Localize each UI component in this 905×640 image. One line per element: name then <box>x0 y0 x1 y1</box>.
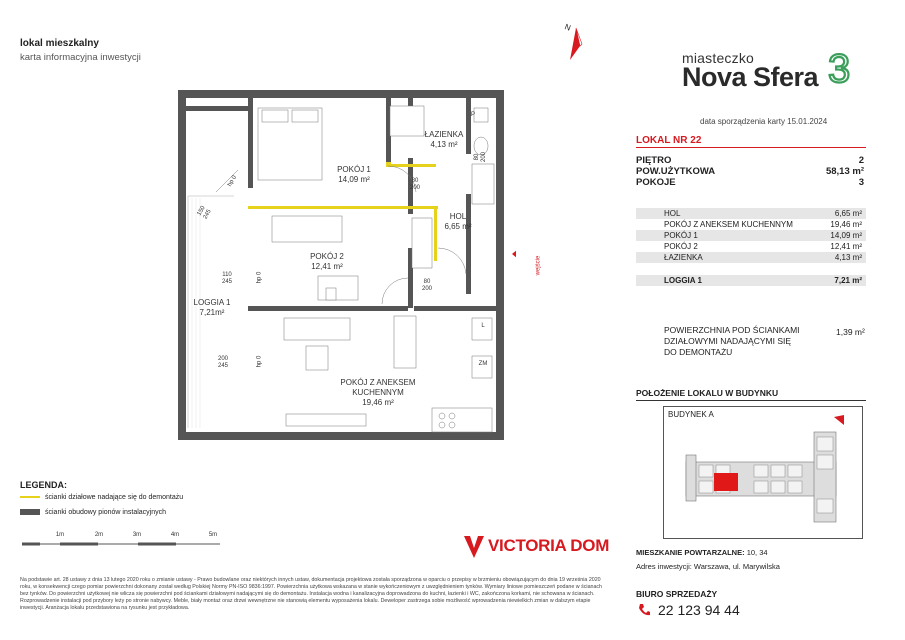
document-title: lokal mieszkalny <box>20 38 99 49</box>
developer-name: VICTORIA DOM <box>488 536 610 555</box>
footer-disclaimer: Na podstawie art. 28 ustawy z dnia 13 lutego 2020 roku o zmianie ustawy - Prawo budowlane oraz niektórych innych ustaw, dokumentacja projektowa została sporządzona w oparciu o przepisy w brzmieniu obowiązującym do dnia 19 września 2020 roku, w konsekwencji czego pomiar powierzchni dokonany został według Polskiej Normy PN-ISO 9836:1997. Powierzchnia użytkowa wskazana w stanie wykończeniowym z uwzględnieniem tynków. Wymiary liniowe pomieszczeń podane w ścianach bez tynków. Do powierzchni użytkowej nie wlicza się powierzchni pod ściankami działowymi nadającymi się do demontażu. Instalacja wodna i kanalizacyjna doprowadzona do kuchni, łazienki i WC, zakończona korkami, nie schowana w ścianach. Rozprowadzenie instalacji pod przybory leży po stronie nabywcy. Meble, biały montaż oraz drzwi wewnętrzne nie stanowią elementu wyposażenia lokalu. Deweloper zastrzega sobie możliwość wprowadzenia niewielkich zmian w dalszym etapie inwestycji. Aranżacja lokalu przedstawiona na rysunku jest przykładowa. <box>20 577 602 611</box>
removable-walls-value: 1,39 m² <box>836 327 865 337</box>
scale-2m: 2m <box>94 532 104 538</box>
wall <box>178 90 186 440</box>
north-arrow-icon <box>556 18 586 62</box>
logo-big-text: Nova Sfera <box>682 62 819 92</box>
lokal-number: LOKAL NR 22 <box>636 135 702 146</box>
svg-text:3: 3 <box>828 47 851 88</box>
room-label-pokoj2: POKÓJ 2 12,41 m² <box>310 252 344 271</box>
fixture-zm: ZM <box>478 361 488 367</box>
table-row: POKÓJ 1 14,09 m² <box>636 230 866 241</box>
wall <box>178 432 504 440</box>
window-dim: 200 245 <box>217 356 228 369</box>
fixture-l: L <box>481 323 485 329</box>
wall <box>178 90 504 98</box>
scale-3m: 3m <box>132 532 142 538</box>
loggia-row: LOGGIA 1 7,21 m² <box>636 275 866 286</box>
table-row: ŁAZIENKA 4,13 m² <box>636 252 866 263</box>
scale-1m: 1m <box>55 532 65 538</box>
building-label: BUDYNEK A <box>668 410 714 419</box>
door-dim: 80 200 <box>409 178 420 191</box>
divider <box>636 400 866 401</box>
wall <box>496 90 504 440</box>
north-mini-icon <box>834 415 844 425</box>
scale-4m: 4m <box>170 532 180 538</box>
window-dim: 150 245 <box>196 205 213 221</box>
north-label: N <box>563 22 572 33</box>
legend-swatch-installation <box>20 509 40 515</box>
scale-5m: 5m <box>208 532 218 538</box>
location-title: POŁOŻENIE LOKALU W BUDYNKU <box>636 388 779 398</box>
apartment-highlight <box>714 473 738 491</box>
room-label-pokoj1: POKÓJ 1 14,09 m² <box>337 165 371 184</box>
table-row: POKÓJ 2 12,41 m² <box>664 242 862 251</box>
legend-title: LEGENDA: <box>20 480 67 490</box>
window-dim: 110 245 <box>221 272 232 285</box>
room-label-loggia: LOGGIA 1 7,21m² <box>193 298 231 317</box>
door-dim: 80 200 <box>421 279 432 292</box>
phone-number[interactable]: 22 123 94 44 <box>658 602 740 618</box>
summary-rooms: POKOJE 3 <box>636 177 864 188</box>
phone-icon <box>637 603 651 617</box>
legend-swatch-removable <box>20 496 40 498</box>
entrance-arrow-icon <box>512 246 516 262</box>
card-date: data sporządzenia karty 15.01.2024 <box>700 117 828 126</box>
room-label-lazienka: ŁAZIENKA 4,13 m² <box>424 130 464 149</box>
summary-floor: PIĘTRO 2 <box>636 155 864 166</box>
entrance-label: wejście <box>535 255 542 276</box>
victoria-dom-logo-icon <box>462 534 486 560</box>
room-label-kuchnia: POKÓJ Z ANEKSEM KUCHENNYM 19,46 m² <box>340 378 416 407</box>
building-plan-drawing <box>664 407 862 538</box>
summary-area: POW.UŻYTKOWA 58,13 m² <box>636 166 864 177</box>
logo-small-text: miasteczko <box>682 50 755 66</box>
sales-office-title: BIURO SPRZEDAŻY <box>636 589 718 599</box>
room-label-hol: HOL 6,65 m² <box>444 212 472 231</box>
divider <box>636 147 866 148</box>
hp-label: hp 0 <box>256 355 263 368</box>
investment-address: Adres inwestycji: Warszawa, ul. Marywilska <box>636 562 780 571</box>
fixture-p: P <box>470 112 475 118</box>
legend-item-removable: ścianki działowe nadające się do demontażu <box>45 494 184 501</box>
table-row: POKÓJ Z ANEKSEM KUCHENNYM 19,46 m² <box>664 220 862 229</box>
document-subtitle: karta informacyjna inwestycji <box>20 52 141 63</box>
similar-apartments: MIESZKANIE POWTARZALNE: 10, 34 <box>636 548 768 557</box>
logo-mark-icon <box>826 46 856 88</box>
table-row: HOL 6,65 m² <box>636 208 866 219</box>
hp-label: hp 0 <box>256 271 263 284</box>
removable-walls-label: POWIERZCHNIA POD ŚCIANKAMI DZIAŁOWYMI NADAJĄCYMI SIĘ DO DEMONTAŻU <box>664 325 800 357</box>
door-dim: 80 200 <box>474 152 487 163</box>
hp-label: hp 0 <box>227 174 239 188</box>
legend-item-installation: ścianki obudowy pionów instalacyjnych <box>45 509 167 516</box>
rooms-table <box>636 208 866 263</box>
